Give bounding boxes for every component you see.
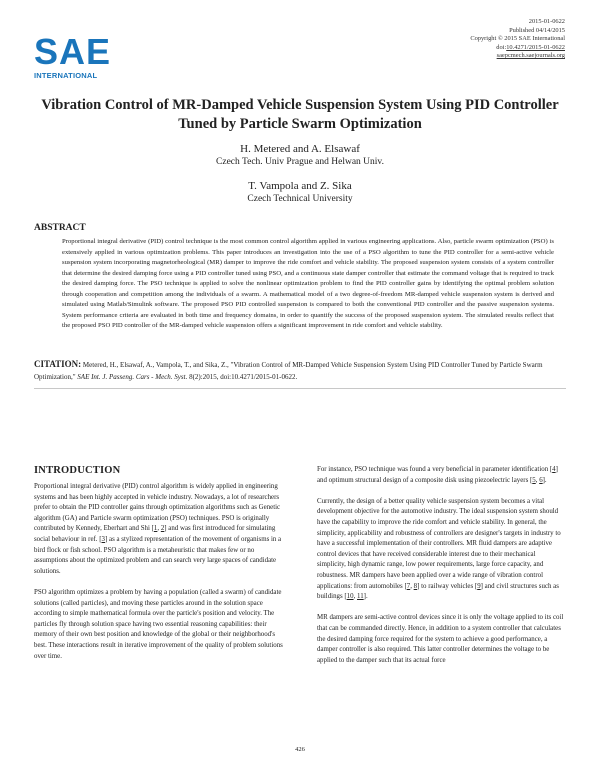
ref-link[interactable]: 1 [153, 525, 158, 533]
author-names: T. Vampola and Z. Sika [248, 180, 352, 192]
paper-title: Vibration Control of MR-Damped Vehicle Suspension System Using PID Controller Tuned by Particle Swarm Optimization [41, 97, 559, 132]
published-date: Published 04/14/2015 [509, 26, 565, 34]
page-number: 426 [295, 746, 305, 753]
abstract-text: Proportional integral derivative (PID) control technique is the most common control algorithm applied in various engineering applications. Also, particle swarm optimization (PSO) is extensively applied in various optimization problems. This paper introduces an investigation into the use of a PSO algorithm to tune the PID controller for a semi-active vehicle suspension system incorporating magnetorheological (MR) damper to improve the ride comfort and vehicle stability. The proposed suspension system consists of a system controller that determine the desired damping force using a PID controller tuned using PSO, and a continuous state damper controller that estimate the command voltage that is required to track the desired damping force. The PSO technique is applied to solve the nonlinear optimization problem to find the PID controller gains by identifying the optimal problem solution through cooperation and competition among the individuals of a swarm. A mathematical model of a two degree-of-freedom MR-damped vehicle suspension system is derived and simulated using Matlab/Simulink software. The proposed PSO PID controlled suspension is compared to both the conventional PID controller and the passive suspension systems. System performance criteria are evaluated in both time and frequency domains, in order to quantify the success of the proposed suspension system. The simulated results reflect that the proposed PSO PID controller of the MR-damped vehicle suspension offers a significant improvement in ride comfort and vehicle stability. [62, 238, 554, 329]
author-names: H. Metered and A. Elsawaf [240, 143, 360, 155]
paper-meta [470, 18, 565, 61]
paragraph: MR dampers are semi-active control devices since it is only the voltage applied to its coil that can be commanded directly. Hence, in addition to a system controller that calculates the desired damping force required for the system to achieve a good performance, a damper controller is also required. This latter controller determines the voltage to be applied to the damper such that its actual force [317, 614, 564, 664]
author-group-2 [0, 180, 600, 205]
citation-journal: SAE Int. J. Passeng. Cars - Mech. Syst. [77, 372, 188, 381]
paragraph: For instance, PSO technique was found a very beneficial in parameter identification [4] and optimum structural design of a composite disk using piezoelectric layers [5, 6]. [317, 466, 558, 484]
doi-link[interactable]: 10.4271/2015-01-0622 [506, 43, 565, 51]
paragraph: Proportional integral derivative (PID) control algorithm is widely applied in engineering systems and has been highly accepted in vehicle industry. Nowadays, a lot of researchers prefer to obtain the PID controller gains through optimization algorithms such as Genetic algorithm (GA) and Particle swarm optimization (PSO) techniques. PSO is originally contributed by Kennedy, Eberhart and Shi [1, 2] and was first introduced for simulating social behaviour in ref. [3] as a stylized representation of the movement of organisms in a bird flock or fish school. PSO algorithm is a metaheuristic that makes few or no assumptions about the optimized problem and can search very large spaces of candidate solutions. [34, 483, 282, 575]
ref-link[interactable]: 7 [406, 582, 411, 590]
ref-link[interactable]: 5 [532, 476, 536, 484]
paragraph: Currently, the design of a better quality vehicle suspension system becomes a vital development objective for the automotive industry. The ideal suspension system should have the capability to improve the ride comfort and vehicle stability. In general, the simplicity, applicability and robustness of controllers are designer's targets in industry to have a successful implementation of their controllers. MR fluid dampers are adaptive control devices that have received considerable interest due to their mechanical simplicity, high dynamic range, low power requirements, large force capacity, and robustness. MR dampers have been applied over a wide range of vibration control applications: from automobiles [7, 8] to railway vehicles [9] and civil structures such as buildings [10, 11]. [317, 497, 561, 601]
ref-link[interactable]: 4 [552, 466, 556, 473]
column-left [34, 465, 284, 673]
journal-site-link[interactable]: saepcmech.saejournals.org [496, 52, 565, 60]
author-affiliation: Czech Tech. Univ Prague and Helwan Univ. [216, 157, 384, 167]
author-group-1 [0, 143, 600, 168]
citation-label: CITATION: [34, 359, 82, 369]
ref-link[interactable]: 11 [357, 593, 364, 601]
ref-link[interactable]: 8 [413, 582, 418, 590]
abstract-heading: ABSTRACT [34, 223, 86, 233]
column-right [317, 465, 565, 677]
doi-line [470, 44, 565, 53]
paper-number: 2015-01-0622 [528, 18, 565, 25]
citation-text: Metered, H., Elsawaf, A., Vampola, T., and Sika, Z., "Vibration Control of MR-Damped Vehicle Suspension System Using PID Controller Tuned by Particle Swarm Optimization," [34, 361, 543, 381]
doi-prefix: doi: [496, 43, 507, 51]
ref-link[interactable]: 6 [539, 476, 543, 484]
sae-logo [34, 31, 118, 80]
citation-tail: 8(2):2015, doi:10.4271/2015-01-0622. [187, 372, 298, 381]
citation [34, 359, 558, 383]
ref-link[interactable]: 2 [160, 525, 165, 533]
ref-link[interactable]: 3 [101, 535, 105, 543]
logo-wordmark: SAE [34, 31, 112, 72]
copyright: Copyright © 2015 SAE International [470, 35, 565, 43]
ref-link[interactable]: 10 [346, 593, 354, 601]
section-divider [34, 388, 566, 389]
ref-link[interactable]: 9 [477, 582, 481, 590]
logo-subtitle: INTERNATIONAL [34, 71, 98, 80]
author-affiliation: Czech Technical University [247, 194, 353, 204]
introduction-heading: INTRODUCTION [34, 465, 121, 476]
paragraph: PSO algorithm optimizes a problem by having a population (called a swarm) of candidate solutions (called particles), and moving these particles around in the solution space according to simple mathematical formula over the particle's position and velocity. The particles fly through solution space having two essential reasoning capabilities: their memory of their own best position and knowledge of the global or their neighborhood's best. These interactions result in iterative improvement of the quality of problem solutions over time. [34, 588, 283, 660]
